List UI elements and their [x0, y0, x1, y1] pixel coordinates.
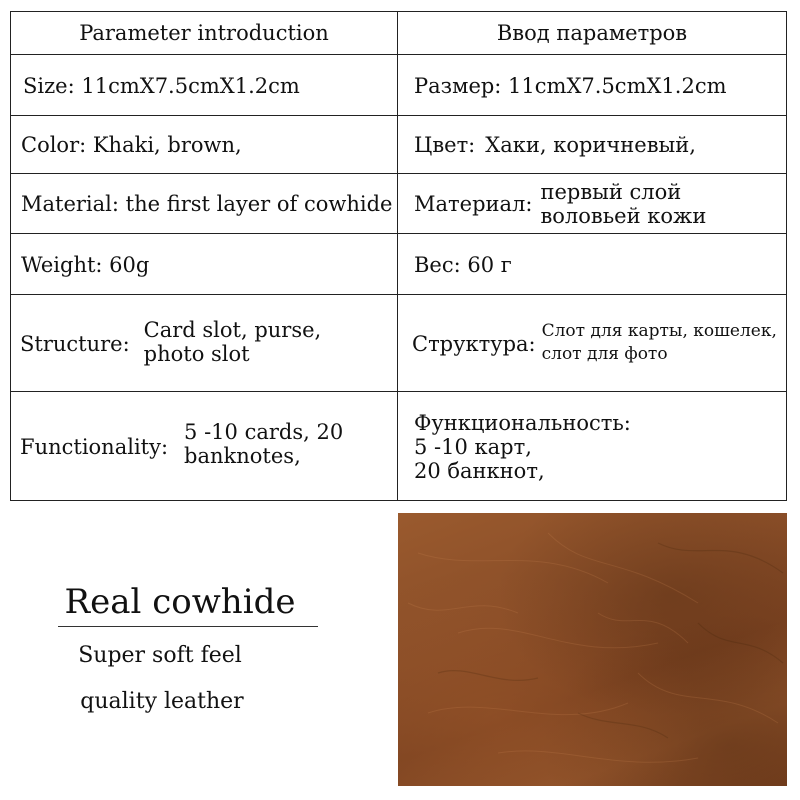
promo-underline — [58, 626, 318, 627]
header-en: Parameter introduction — [79, 21, 329, 45]
material-ru — [398, 174, 786, 234]
spec-table — [10, 11, 787, 501]
size-ru: Размер: 11cmX7.5cmX1.2cm — [414, 73, 727, 98]
material-ru-value-line1: первый слой — [540, 180, 682, 204]
color-ru-label: Цвет: — [414, 133, 476, 157]
table-header-row — [11, 12, 786, 54]
functionality-en-value — [184, 420, 343, 468]
promo-title: Real cowhide — [64, 582, 296, 622]
promo-line-2: quality leather — [80, 689, 244, 714]
structure-en — [11, 295, 397, 392]
table-row-material — [11, 173, 786, 234]
table-row-functionality — [11, 391, 786, 501]
structure-ru-value-line1: Слот для карты, кошелек, — [541, 320, 777, 341]
leather-texture-image — [398, 513, 787, 786]
functionality-ru-line1: Функциональность: — [414, 410, 631, 435]
functionality-en — [11, 392, 397, 501]
structure-ru-value — [542, 320, 777, 366]
functionality-en-value-line1: 5 -10 cards, 20 — [184, 419, 344, 444]
structure-ru-label: Структура: — [412, 331, 536, 356]
weight-en: Weight: 60g — [21, 252, 150, 277]
size-en: Size: 11cmX7.5cmX1.2cm — [23, 73, 300, 98]
material-ru-value-line2: воловьей кожи — [540, 204, 707, 228]
color-en: Color: Khaki, brown, — [21, 133, 242, 157]
functionality-en-label: Functionality: — [20, 434, 169, 459]
promo-line-1: Super soft feel — [78, 643, 242, 668]
header-ru: Ввод параметров — [496, 21, 688, 45]
structure-en-label: Structure: — [20, 331, 130, 356]
structure-en-value-line2: photo slot — [143, 341, 250, 366]
leather-texture-grain — [398, 513, 787, 786]
table-row-weight — [11, 233, 786, 295]
color-ru — [398, 116, 786, 174]
weight-ru: Вес: 60 г — [414, 252, 512, 277]
material-en: Material: the first layer of cowhide — [21, 192, 393, 216]
material-ru-value — [540, 180, 706, 228]
functionality-ru-line3: 20 банкнот, — [414, 458, 545, 483]
color-ru-value: Хаки, коричневый, — [485, 133, 696, 157]
structure-ru — [398, 295, 786, 392]
functionality-en-value-line2: banknotes, — [184, 443, 301, 468]
structure-en-value — [144, 318, 322, 366]
promo-block — [20, 572, 340, 732]
table-row-size — [11, 54, 786, 116]
structure-ru-value-line2: слот для фото — [541, 343, 668, 364]
structure-en-value-line1: Card slot, purse, — [143, 317, 322, 342]
functionality-ru — [398, 392, 786, 501]
table-row-structure — [11, 294, 786, 392]
table-row-color — [11, 115, 786, 174]
functionality-ru-line2: 5 -10 карт, — [414, 434, 532, 459]
material-ru-label: Материал: — [414, 192, 533, 216]
